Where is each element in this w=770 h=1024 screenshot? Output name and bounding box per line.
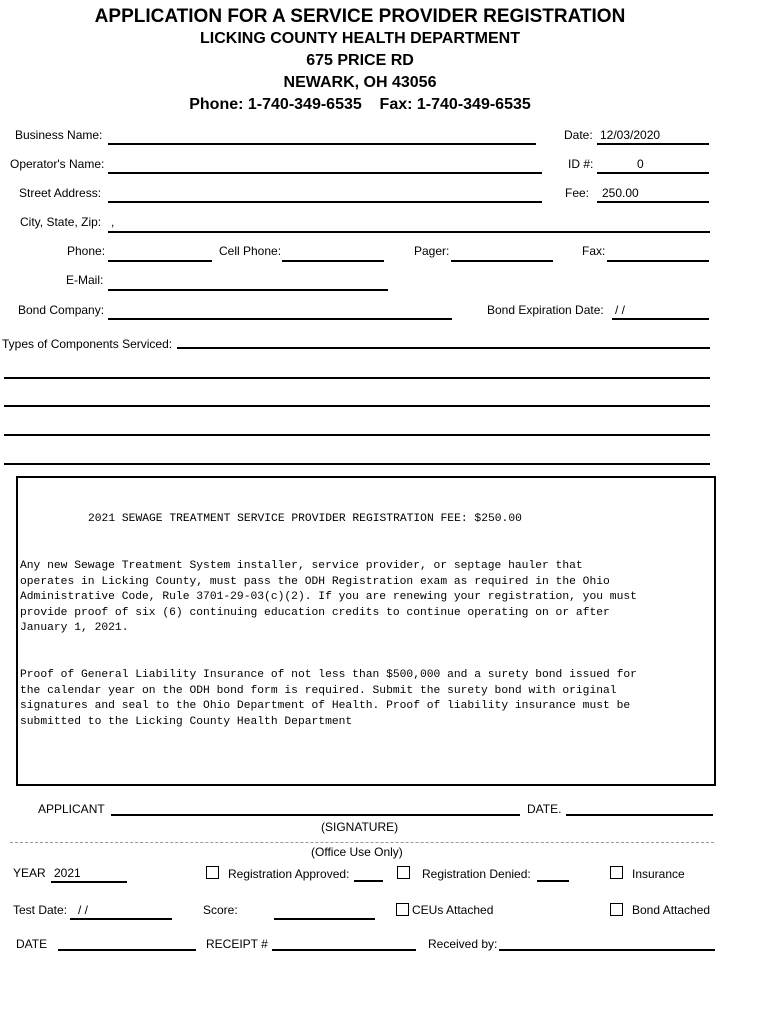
city-state-zip-value: , bbox=[111, 215, 115, 229]
registration-approved-label: Registration Approved: bbox=[228, 867, 350, 881]
email-label: E-Mail: bbox=[66, 273, 104, 287]
components-line-4[interactable] bbox=[4, 434, 710, 436]
fax-field[interactable] bbox=[607, 260, 709, 262]
year-value: 2021 bbox=[54, 866, 81, 880]
registration-denied-label: Registration Denied: bbox=[422, 867, 531, 881]
bond-attached-checkbox[interactable] bbox=[610, 903, 623, 916]
department-name: LICKING COUNTY HEALTH DEPARTMENT bbox=[200, 30, 520, 47]
department-contact: Phone: 1-740-349-6535 Fax: 1-740-349-6535 bbox=[189, 96, 531, 113]
signature-date-field[interactable] bbox=[566, 814, 713, 816]
office-use-heading: (Office Use Only) bbox=[311, 845, 403, 859]
phone-label: Phone: bbox=[67, 244, 106, 258]
city-state-zip-label: City, State, Zip: bbox=[20, 215, 102, 229]
fee-field[interactable] bbox=[597, 201, 709, 203]
registration-approved-checkbox[interactable] bbox=[206, 866, 219, 879]
test-date-field[interactable] bbox=[70, 918, 172, 920]
date-label: Date: bbox=[564, 128, 593, 142]
business-name-label: Business Name: bbox=[15, 128, 103, 142]
components-field[interactable] bbox=[177, 347, 710, 349]
score-field[interactable] bbox=[274, 918, 375, 920]
city-state-zip-field[interactable] bbox=[108, 231, 710, 233]
insurance-checkbox[interactable] bbox=[610, 866, 623, 879]
phone-field[interactable] bbox=[108, 260, 212, 262]
received-by-label: Received by: bbox=[428, 937, 498, 951]
year-label: YEAR bbox=[13, 866, 46, 880]
components-line-2[interactable] bbox=[4, 377, 710, 379]
office-date-field[interactable] bbox=[58, 949, 196, 951]
received-by-field[interactable] bbox=[499, 949, 715, 951]
receipt-label: RECEIPT # bbox=[206, 937, 268, 951]
bond-attached-label: Bond Attached bbox=[632, 903, 711, 917]
id-label: ID #: bbox=[568, 157, 594, 171]
test-date-label: Test Date: bbox=[13, 903, 68, 917]
id-field[interactable] bbox=[597, 172, 709, 174]
test-date-value: / / bbox=[78, 903, 89, 917]
components-label: Types of Components Serviced: bbox=[2, 337, 173, 351]
receipt-field[interactable] bbox=[272, 949, 416, 951]
date-value: 12/03/2020 bbox=[600, 128, 661, 142]
fee-label: Fee: bbox=[565, 186, 590, 200]
bond-company-label: Bond Company: bbox=[18, 303, 105, 317]
office-date-label: DATE bbox=[16, 937, 48, 951]
applicant-label: APPLICANT bbox=[38, 802, 105, 816]
score-label: Score: bbox=[203, 903, 238, 917]
signature-caption: (SIGNATURE) bbox=[321, 820, 399, 834]
notice-paragraph-2: Proof of General Liability Insurance of not less than $500,000 and a surety bond issued for the calendar year on the ODH bond form is required. Submit the surety bond with original signatures and seal to the Ohio Department of Health. Proof of liability insurance must be submitted to the Licking County Health Department bbox=[20, 669, 637, 728]
insurance-label: Insurance bbox=[632, 867, 685, 881]
bond-expiration-value: / / bbox=[615, 303, 626, 317]
registration-denied-field[interactable] bbox=[537, 880, 569, 882]
registration-approved-field[interactable] bbox=[354, 880, 383, 882]
bond-company-field[interactable] bbox=[108, 318, 452, 320]
pager-field[interactable] bbox=[451, 260, 553, 262]
street-address-label: Street Address: bbox=[19, 186, 102, 200]
applicant-signature-field[interactable] bbox=[111, 814, 520, 816]
office-divider bbox=[10, 842, 714, 843]
notice-paragraph-1: Any new Sewage Treatment System installer, service provider, or septage hauler that operates in Licking County, must pass the ODH Registration exam as required in the Ohio Administrative Code, Rule 3701-29-03(c)(2). If you are renewing your registration, you must provide proof of six (6) continuing education credits to continue operating on or after January 1, 2021. bbox=[20, 560, 637, 634]
fee-value: 250.00 bbox=[602, 186, 639, 200]
operator-name-field[interactable] bbox=[108, 172, 542, 174]
fax-label: Fax: bbox=[582, 244, 606, 258]
year-field[interactable] bbox=[51, 881, 127, 883]
bond-expiration-field[interactable] bbox=[612, 318, 709, 320]
operator-name-label: Operator's Name: bbox=[10, 157, 105, 171]
id-value: 0 bbox=[637, 157, 644, 171]
components-line-5[interactable] bbox=[4, 463, 710, 465]
cell-phone-field[interactable] bbox=[282, 260, 384, 262]
form-title: APPLICATION FOR A SERVICE PROVIDER REGISTRATION bbox=[94, 6, 626, 27]
notice-fee-line: 2021 SEWAGE TREATMENT SERVICE PROVIDER REGISTRATION FEE: $250.00 bbox=[88, 513, 522, 525]
bond-expiration-label: Bond Expiration Date: bbox=[487, 303, 604, 317]
date-field[interactable] bbox=[597, 143, 709, 145]
cell-phone-label: Cell Phone: bbox=[219, 244, 282, 258]
business-name-field[interactable] bbox=[108, 143, 536, 145]
components-line-3[interactable] bbox=[4, 405, 710, 407]
signature-date-label: DATE. bbox=[527, 802, 562, 816]
pager-label: Pager: bbox=[414, 244, 450, 258]
registration-denied-checkbox[interactable] bbox=[397, 866, 410, 879]
department-street: 675 PRICE RD bbox=[306, 52, 414, 69]
email-field[interactable] bbox=[108, 289, 388, 291]
street-address-field[interactable] bbox=[108, 201, 542, 203]
ceus-attached-checkbox[interactable] bbox=[396, 903, 409, 916]
ceus-attached-label: CEUs Attached bbox=[412, 903, 494, 917]
department-city: NEWARK, OH 43056 bbox=[283, 74, 437, 91]
